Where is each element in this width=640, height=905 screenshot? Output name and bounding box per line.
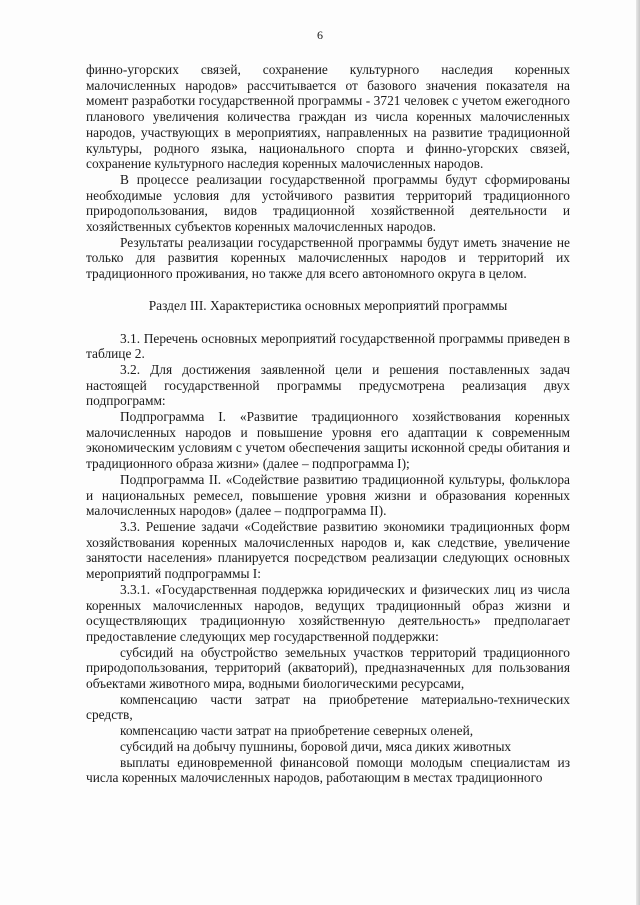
paragraph: Результаты реализации государственной программы будут иметь значение не только для развития коренных малочисленных народов и территорий их традиционного проживания, но также для всего автономного округа в целом. — [86, 234, 570, 282]
section-heading: Раздел III. Характеристика основных мероприятий программы — [148, 297, 508, 313]
page-body — [86, 62, 570, 786]
list-item: выплаты единовременной финансовой помощи молодым специалистам из числа коренных малочисленных народов, работающим в местах традиционного — [86, 754, 570, 786]
paragraph-subprogram-2: Подпрограмма II. «Содействие развитию традиционной культуры, фольклора и национальных ремесел, повышение уровня жизни и образования коренных малочисленных народов» (далее – подпрограмма II). — [86, 471, 570, 519]
paragraph-3-3-1: 3.3.1. «Государственная поддержка юридических и физических лиц из числа коренных малочисленных народов, ведущих традиционный образ жизни и осуществляющих традиционную хозяйственную деятельность» предполагает предоставление следующих мер государственной поддержки: — [86, 581, 570, 644]
paragraph-3-3: 3.3. Решение задачи «Содействие развитию экономики традиционных форм хозяйствования коренных малочисленных народов и, как следствие, увеличение занятости населения» планируется посредством реализации следующих основных мероприятий подпрограммы I: — [86, 518, 570, 582]
paragraph-subprogram-1: Подпрограмма I. «Развитие традиционного хозяйствования коренных малочисленных народов и повышение уровня его адаптации к современным экономическим условиям с учетом обеспечения защиты исконной среды обитания и традиционного образа жизни» (далее – подпрограмма I); — [86, 409, 570, 472]
paragraph: В процессе реализации государственной программы будут сформированы необходимые условия для устойчивого развития территорий традиционного природопользования, видов традиционной хозяйственной деятельности и хозяйственных субъектов коренных малочисленных народов. — [86, 171, 570, 235]
page-number: 6 — [317, 28, 323, 42]
list-item: компенсацию части затрат на приобретение северных оленей, — [120, 723, 474, 739]
paragraph-continuation: финно-угорских связей, сохранение культурного наследия коренных малочисленных народов» рассчитывается от базового значения показателя на момент разработки государственной программы - 3721 человек с учетом ежегодного планового увеличения количества граждан из числа коренных малочисленных народов, участвующих в мероприятиях, направленных на развитие традиционной культуры, родного языка, национального спорта и финно-угорских связей, сохранение культурного наследия коренных малочисленных народов. — [86, 62, 570, 172]
paragraph-3-2: 3.2. Для достижения заявленной цели и решения поставленных задач настоящей государственной программы предусмотрена реализация двух подпрограмм: — [86, 361, 570, 409]
scan-edge — [636, 0, 640, 905]
list-item: субсидий на добычу пушнины, боровой дичи, мяса диких животных — [120, 738, 512, 754]
list-item: субсидий на обустройство земельных участков территорий традиционного природопользования, территорий (акваторий), предназначенных для пользования объектами животного мира, водными биологическими ресурсами, — [86, 644, 570, 692]
paragraph-3-1: 3.1. Перечень основных мероприятий государственной программы приведен в таблице 2. — [86, 330, 570, 362]
list-item: компенсацию части затрат на приобретение материально-технических средств, — [86, 691, 570, 723]
